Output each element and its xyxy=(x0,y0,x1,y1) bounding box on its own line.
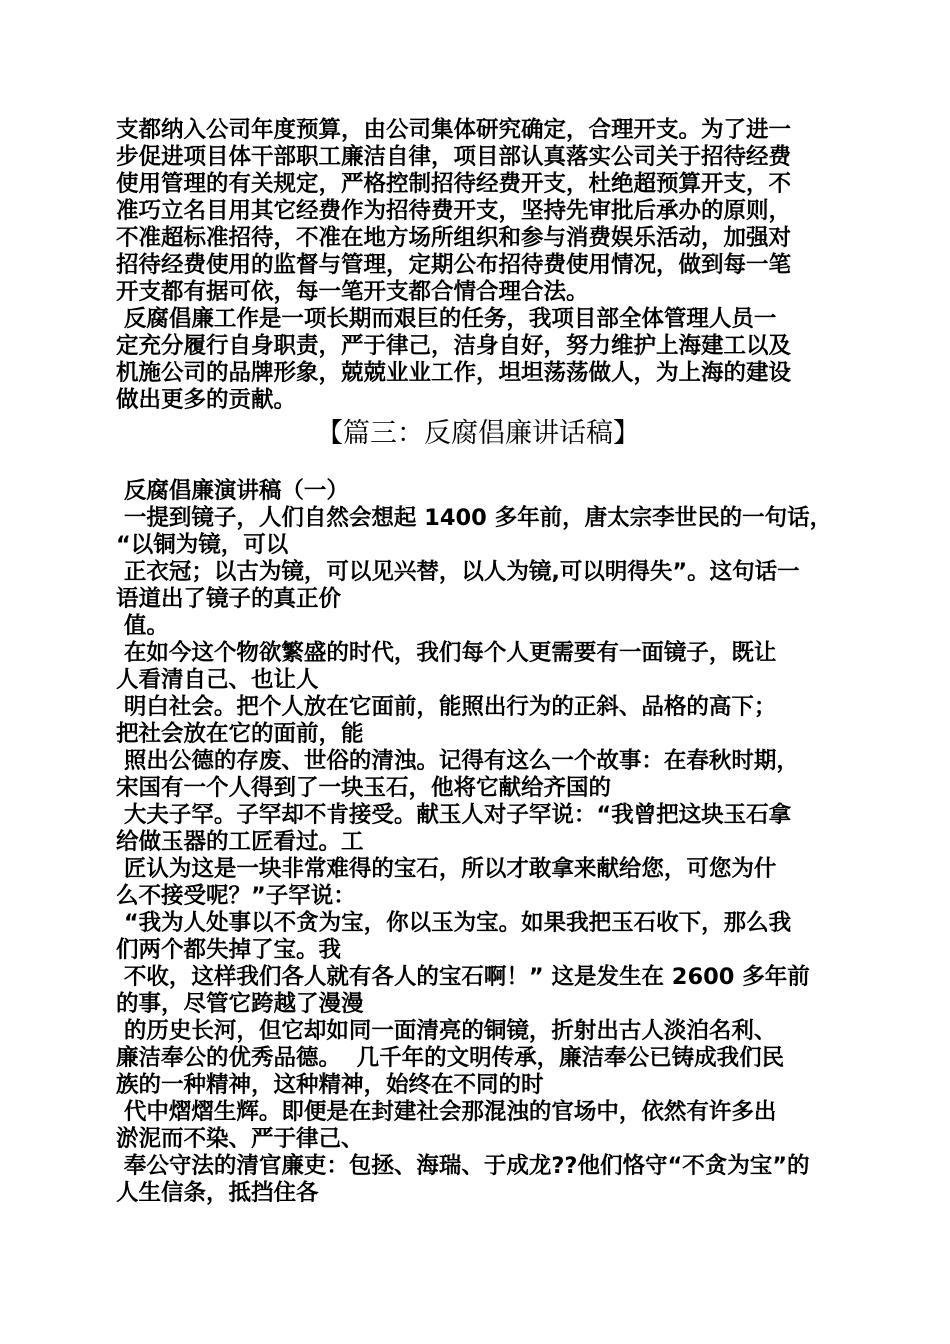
text-line: 步促进项目体干部职工廉洁自律，项目部认真落实公司关于招待经费 xyxy=(116,144,792,170)
speech-body xyxy=(116,505,840,1207)
text-line: 语道出了镜子的真正价 xyxy=(116,586,342,612)
text-line: 宋国有一个人得到了一块玉石，他将它献给齐国的 xyxy=(116,775,612,801)
text-line: 人看清自己、也让人 xyxy=(116,667,319,693)
text-line: 在如今这个物欲繁盛的时代，我们每个人更需要有一面镜子，既让 xyxy=(116,640,777,666)
text-line: 奉公守法的清官廉吏：包拯、海瑞、于成龙??他们恪守“不贪为宝”的 xyxy=(116,1153,810,1179)
text-line: 匠认为这是一块非常难得的宝石，所以才敢拿来献给您，可您为什 xyxy=(116,856,777,882)
text-line: 们两个都失掉了宝。我 xyxy=(116,937,342,963)
text-line: 么不接受呢？”子罕说： xyxy=(116,883,356,909)
text-line: 支都纳入公司年度预算，由公司集体研究确定，合理开支。为了进一 xyxy=(116,117,792,143)
text-line: 一提到镜子，人们自然会想起 1400 多年前，唐太宗李世民的一句话， xyxy=(116,505,833,531)
text-line: 的历史长河，但它却如同一面清亮的铜镜，折射出古人淡泊名利、 xyxy=(116,1018,777,1044)
text-line: 族的一种精神，这种精神，始终在不同的时 xyxy=(116,1072,544,1098)
text-line: 廉洁奉公的优秀品德。 几千年的文明传承，廉洁奉公已铸成我们民 xyxy=(116,1045,785,1071)
text-line: 不收，这样我们各人就有各人的宝石啊！” 这是发生在 2600 多年前 xyxy=(116,964,810,990)
text-line: 做出更多的贡献。 xyxy=(116,387,297,413)
text-line: 值。 xyxy=(116,613,169,639)
text-line: 大夫子罕。子罕却不肯接受。献玉人对子罕说：“我曾把这块玉石拿 xyxy=(116,802,792,828)
speech-title: 反腐倡廉演讲稿（一） xyxy=(116,478,349,504)
section-heading: 【篇三：反腐倡廉讲话稿】 xyxy=(316,418,640,449)
text-line: “以铜为镜，可以 xyxy=(116,532,289,558)
document-body xyxy=(116,117,840,1207)
text-line: 反腐倡廉工作是一项长期而艰巨的任务，我项目部全体管理人员一 xyxy=(116,306,777,332)
text-line: 给做玉器的工匠看过。工 xyxy=(116,829,364,855)
text-line: 照出公德的存废、世俗的清浊。记得有这么一个故事：在春秋时期， xyxy=(116,748,799,774)
text-line: 的事，尽管它跨越了漫漫 xyxy=(116,991,364,1017)
paragraph-anti-corruption-commitment xyxy=(116,306,840,414)
text-line: 招待经费使用的监督与管理，定期公布招待费使用情况，做到每一笔 xyxy=(116,252,792,278)
text-line: 机施公司的品牌形象，兢兢业业工作，坦坦荡荡做人，为上海的建设 xyxy=(116,360,792,386)
text-line: 代中熠熠生辉。即便是在封建社会那混浊的官场中，依然有许多出 xyxy=(116,1099,777,1125)
text-line: 人生信条，抵挡住各 xyxy=(116,1180,319,1206)
text-line: 使用管理的有关规定，严格控制招待经费开支，杜绝超预算开支，不 xyxy=(116,171,792,197)
text-line: 定充分履行自身职责，严于律己，洁身自好，努力维护上海建工以及 xyxy=(116,333,792,359)
text-line: 开支都有据可依，每一笔开支都合情合理合法。 xyxy=(116,279,589,305)
text-line: “我为人处事以不贪为宝，你以玉为宝。如果我把玉石收下，那么我 xyxy=(116,910,792,936)
text-line: 明白社会。把个人放在它面前，能照出行为的正斜、品格的高下； xyxy=(116,694,777,720)
text-line: 准巧立名目用其它经费作为招待费开支，坚持先审批后承办的原则， xyxy=(116,198,792,224)
text-line: 把社会放在它的面前，能 xyxy=(116,721,364,747)
text-line: 正衣冠；以古为镜，可以见兴替，以人为镜,可以明得失”。这句话一 xyxy=(116,559,800,585)
text-line: 不准超标准招待，不准在地方场所组织和参与消费娱乐活动，加强对 xyxy=(116,225,792,251)
paragraph-hospitality-budget xyxy=(116,117,840,306)
text-line: 淤泥而不染、严于律己、 xyxy=(116,1126,364,1152)
